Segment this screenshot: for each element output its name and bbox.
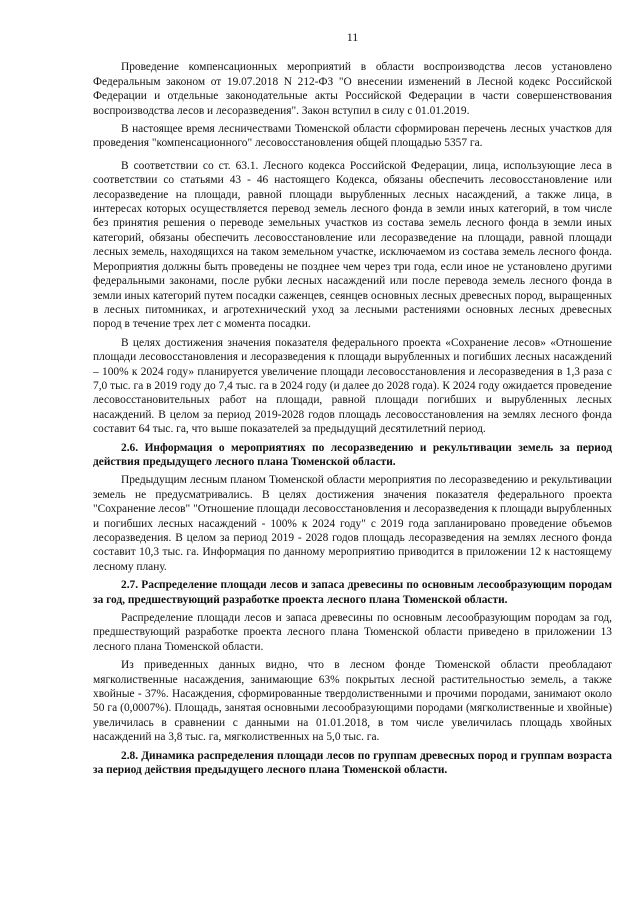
page-number: 11 (346, 30, 359, 44)
paragraph-compensation-law: Проведение компенсационных мероприятий в области воспроизводства лесов установлено Федеральным законом от 19.07.2018 N 212-ФЗ "О внесении изменений в Лесной кодекс Российской Федерации и отдельные законодательные акты Российской Федерации в части совершенствования воспроизводства лесов и лесоразведения". Закон вступил в силу с 01.01.2019. (93, 61, 612, 117)
paragraph-distribution-appendix: Распределение площади лесов и запаса древесины по основным лесообразующим породам за год, предшествующий разработке проекта лесного плана Тюменской области приведено в приложении 13 лесного плана Тюменской области. (93, 612, 612, 653)
paragraph-afforestation: Предыдущим лесным планом Тюменской области мероприятия по лесоразведению и рекультивации земель не предусматривались. В целях достижения значения показателя федерального проекта "Сохранение лесов" "Отношение площади лесовосстановления и лесоразведения к площади вырубленных и погибших лесных насаждений - 100% к 2024 году" с 2019 года запланировано проведение объемов лесоразведения. В целом за период 2019 - 2028 годов площадь лесоразведения на землях лесного фонда составит 10,3 тыс. га. Информация по данному мероприятию приводится в приложении 12 к настоящему лесному плану. (93, 474, 612, 573)
paragraph-species-analysis: Из приведенных данных видно, что в лесном фонде Тюменской области преобладают мягколиственные насаждения, занимающие 63% покрытых лесной растительностью земель, а также хвойные - 37%. Насаждения, сформированные твердолиственными и прочими породами, занимают около 50 га (0,0007%). Площадь, занятая основными лесообразующими породами (мягколиственные и хвойные) увеличилась в сравнении с данными на 01.01.2018, в том числе увеличилась площадь хвойных насаждений на 3,8 тыс. га, мягколиственных на 5,0 тыс. га. (93, 659, 612, 744)
paragraph-article-63-1: В соответствии со ст. 63.1. Лесного кодекса Российской Федерации, лица, использующие леса в соответствии со статьями 43 - 46 настоящего Кодекса, обязаны обеспечить лесовосстановление или лесоразведение на площади, равной площади вырубленных лесных насаждений, а также лица, в интересах которых осуществляется перевод земель лесного фонда в земли иных категорий, в том числе без принятия решения о переводе земельных участков из состава земель лесного фонда в земли иных категорий, обязаны обеспечить лесовосстановление или лесоразведение на площади, равной площади лесных земель, находящихся на таком земельном участке, исключаемом из состава земель лесного фонда. Мероприятия должны быть проведены не позднее чем через три года, если иное не установлено другими федеральными законами, после рубки лесных насаждений или после перевода земель лесного фонда в земли иных категорий путем посадки саженцев, сеянцев основных лесных древесных пород, выращенных в лесных питомниках, и агротехнический уход за лесными растениями основных лесных древесных пород в течение трех лет с момента посадки. (93, 159, 612, 331)
paragraph-plot-list: В настоящее время лесничествами Тюменской области сформирован перечень лесных участков для проведения "компенсационного" лесовосстановления общей площадью 5357 га. (93, 123, 612, 150)
section-heading-2-7: 2.7. Распределение площади лесов и запаса древесины по основным лесообразующим породам за год, предшествующий разработке проекта лесного плана Тюменской области. (93, 579, 612, 606)
paragraph-federal-project: В целях достижения значения показателя федерального проекта «Сохранение лесов» «Отношение площади лесовосстановления и лесоразведения к площади вырубленных и погибших лесных насаждений – 100% к 2024 году» планируется увеличение площади лесовосстановления и лесоразведения в 1,3 раза с 7,0 тыс. га в 2019 году до 7,4 тыс. га в 2024 году (и далее до 2028 года). К 2024 году ожидается проведение лесовосстановительных работ на площади, равной площади погибших и вырубленных лесных насаждений. В целом за период 2019-2028 годов площадь лесовосстановления на землях лесного фонда составит 64 тыс. га, что выше показателей за предыдущий десятилетний период. (93, 336, 612, 436)
section-heading-2-6: 2.6. Информация о мероприятиях по лесоразведению и рекультивации земель за период действия предыдущего лесного плана Тюменской области. (93, 441, 612, 468)
section-heading-2-8: 2.8. Динамика распределения площади лесов по группам древесных пород и группам возраста за период действия предыдущего лесного плана Тюменской области. (93, 749, 612, 777)
